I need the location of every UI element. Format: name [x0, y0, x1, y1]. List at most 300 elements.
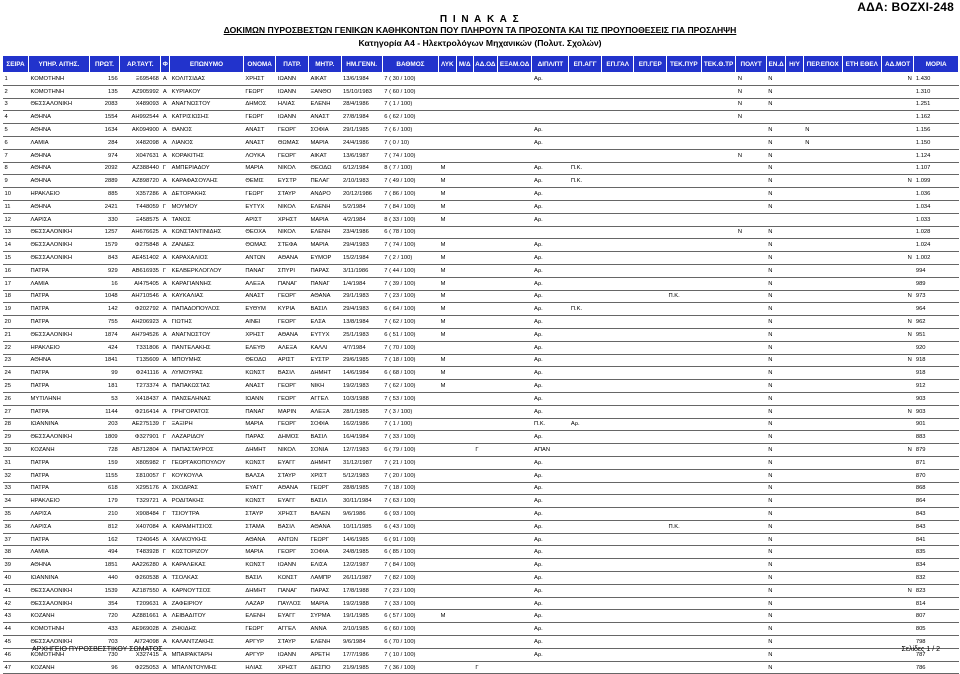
table-cell: ΑΛΕΞΑ [243, 277, 276, 290]
table-cell: Ν [881, 290, 914, 303]
table-row [3, 469, 959, 482]
table-cell: Π.Κ. [569, 303, 602, 316]
table-cell: Ν [766, 290, 786, 303]
table-cell: 24/8/1985 [341, 546, 382, 559]
table-cell [736, 175, 766, 188]
table-cell: 868 [914, 482, 959, 495]
table-cell [601, 188, 634, 201]
table-cell [634, 149, 667, 162]
table-cell [786, 380, 803, 393]
table-cell [497, 597, 532, 610]
table-cell: Α [161, 405, 170, 418]
table-cell: ΛΑΡΙΣΑ [29, 520, 90, 533]
table-cell [786, 290, 803, 303]
table-cell: 43 [3, 610, 29, 623]
table-cell: 2421 [89, 200, 119, 213]
table-cell [569, 316, 602, 329]
table-cell: Α [161, 111, 170, 124]
table-cell: ΘΑΝΟΣ [170, 124, 244, 137]
table-cell [842, 200, 881, 213]
table-cell: ΕΥΤΥΧ [308, 328, 341, 341]
table-cell [701, 316, 736, 329]
table-cell [803, 584, 842, 597]
table-cell: 7 ( 1 / 100) [382, 98, 438, 111]
table-cell [497, 648, 532, 661]
table-cell: 135 [89, 85, 119, 98]
table-cell: ΑΡΕΤΗ [308, 648, 341, 661]
table-cell [881, 239, 914, 252]
table-cell [569, 136, 602, 149]
table-cell [569, 264, 602, 277]
table-cell [634, 508, 667, 521]
table-cell: Αρ. [532, 341, 569, 354]
table-cell [439, 495, 456, 508]
table-cell: ΠΑΤΡΑ [29, 469, 90, 482]
table-cell: 843 [914, 520, 959, 533]
table-cell [786, 149, 803, 162]
table-cell: 974 [89, 149, 119, 162]
table-cell: ΝΙΚΟΛ [276, 444, 309, 457]
table-cell: ΑΗ206923 [120, 316, 161, 329]
table-cell: 37 [3, 533, 29, 546]
table-cell [456, 124, 473, 137]
table-cell: ΑΖ881661 [120, 610, 161, 623]
table-row [3, 341, 959, 354]
table-cell [439, 482, 456, 495]
table-cell [634, 111, 667, 124]
table-cell: Φ241116 [120, 367, 161, 380]
table-cell [601, 482, 634, 495]
table-cell [786, 226, 803, 239]
table-cell [456, 444, 473, 457]
table-cell: ΚΟΡΑΚΙΤΗΣ [170, 149, 244, 162]
table-cell: Τ329721 [120, 495, 161, 508]
table-cell: 4/2/1984 [341, 213, 382, 226]
table-cell [456, 495, 473, 508]
table-cell [842, 85, 881, 98]
table-cell: 883 [914, 431, 959, 444]
table-cell: ΒΑΛΣΑ [243, 469, 276, 482]
table-cell [634, 405, 667, 418]
table-cell [473, 175, 497, 188]
table-cell: 7 ( 18 / 100) [382, 482, 438, 495]
table-cell: ΠΑΝΑΓ [243, 264, 276, 277]
table-cell: Ν [766, 226, 786, 239]
table-cell: 7 ( 21 / 100) [382, 456, 438, 469]
table-cell: 951 [914, 328, 959, 341]
table-cell [803, 533, 842, 546]
table-cell [497, 444, 532, 457]
table-row [3, 98, 959, 111]
table-cell: 7 ( 82 / 100) [382, 572, 438, 585]
table-cell [456, 469, 473, 482]
table-cell [803, 354, 842, 367]
table-cell [601, 431, 634, 444]
table-cell: ΚΟΥΚΟΥΛΑ [170, 469, 244, 482]
table-cell: 330 [89, 213, 119, 226]
table-cell [532, 85, 569, 98]
table-cell: Ν [881, 354, 914, 367]
table-cell [439, 444, 456, 457]
table-cell [634, 520, 667, 533]
table-cell [634, 85, 667, 98]
table-cell: 805 [914, 623, 959, 636]
table-cell: Αρ. [532, 264, 569, 277]
table-cell [473, 252, 497, 265]
table-cell: ΑΘΑΝΑ [243, 533, 276, 546]
table-cell [786, 636, 803, 649]
table-cell [701, 277, 736, 290]
table-cell [473, 303, 497, 316]
table-cell: ΒΑΣΙΛ [308, 495, 341, 508]
table-cell [701, 252, 736, 265]
table-cell: 12 [3, 213, 29, 226]
table-row [3, 200, 959, 213]
table-cell: ΜΟΥΜΟΥ [170, 200, 244, 213]
table-cell [881, 264, 914, 277]
table-cell [497, 85, 532, 98]
table-cell: Γ [473, 661, 497, 674]
table-cell [439, 597, 456, 610]
table-cell [803, 73, 842, 86]
table-cell: 7 ( 36 / 100) [382, 661, 438, 674]
table-cell [666, 252, 701, 265]
table-row [3, 226, 959, 239]
table-cell: Ν [766, 392, 786, 405]
table-cell [456, 239, 473, 252]
table-cell: Τ331806 [120, 341, 161, 354]
table-cell: Φ202792 [120, 303, 161, 316]
table-cell: ΤΣΙΟΥΤΡΑ [170, 508, 244, 521]
table-cell: 27/8/1984 [341, 111, 382, 124]
table-cell: Χ357286 [120, 188, 161, 201]
table-cell [497, 149, 532, 162]
table-cell: Ν [766, 559, 786, 572]
table-cell [634, 136, 667, 149]
column-header: ΑΔ.ΜΟΤ [881, 56, 914, 73]
table-cell [497, 316, 532, 329]
table-cell [439, 111, 456, 124]
table-cell [601, 239, 634, 252]
table-cell: Αρ. [532, 495, 569, 508]
table-cell: ΓΕΩΡΓ [243, 111, 276, 124]
table-cell: ΠΑΠΑΚΩΣΤΑΣ [170, 380, 244, 393]
table-cell: 18 [3, 290, 29, 303]
table-cell [439, 469, 456, 482]
table-cell: ΔΗΜΗΤ [308, 367, 341, 380]
table-cell [803, 456, 842, 469]
table-cell: ΙΩΑΝΝ [276, 111, 309, 124]
table-cell: 29/4/1983 [341, 303, 382, 316]
table-cell: 1.310 [914, 85, 959, 98]
table-cell: Μ [439, 380, 456, 393]
table-cell: Μ [439, 277, 456, 290]
table-cell [497, 533, 532, 546]
table-cell: ΑΝΑΣΤ [243, 380, 276, 393]
table-cell [786, 188, 803, 201]
table-cell [803, 188, 842, 201]
table-cell: 7 ( 74 / 100) [382, 149, 438, 162]
table-cell [803, 252, 842, 265]
table-cell [473, 418, 497, 431]
table-cell [569, 533, 602, 546]
table-cell [473, 162, 497, 175]
table-cell [842, 508, 881, 521]
table-cell [473, 482, 497, 495]
table-cell [439, 136, 456, 149]
table-cell: Α [161, 188, 170, 201]
table-row [3, 405, 959, 418]
table-cell: Ν [766, 380, 786, 393]
table-cell: ΠΑΡΑΣ [308, 264, 341, 277]
table-cell [569, 85, 602, 98]
table-cell: ΒΑΣΙΛ [276, 367, 309, 380]
table-cell [736, 239, 766, 252]
table-cell [634, 469, 667, 482]
table-cell [842, 303, 881, 316]
table-cell: ΜΠΟΥΜΗΣ [170, 354, 244, 367]
table-cell [456, 584, 473, 597]
table-cell [736, 546, 766, 559]
table-cell [666, 85, 701, 98]
table-cell [736, 124, 766, 137]
table-cell [666, 431, 701, 444]
table-cell [881, 162, 914, 175]
table-cell: ΧΡΗΣΤ [276, 213, 309, 226]
table-cell: 12/2/1987 [341, 559, 382, 572]
table-cell: Α [161, 354, 170, 367]
table-cell: Αρ. [532, 316, 569, 329]
table-cell [666, 572, 701, 585]
table-cell [842, 392, 881, 405]
table-cell: Αρ. [532, 533, 569, 546]
table-cell: ΛΟΥΚΑ [243, 149, 276, 162]
table-row [3, 290, 959, 303]
table-cell [473, 73, 497, 86]
table-cell: Π.Κ. [666, 520, 701, 533]
table-row [3, 124, 959, 137]
table-cell: ΣΟΦΙΑ [308, 546, 341, 559]
table-cell: ΜΑΡΙΑ [308, 213, 341, 226]
table-cell [666, 354, 701, 367]
table-cell: ΑΠΑΝ [532, 444, 569, 457]
table-cell [701, 456, 736, 469]
table-cell [456, 533, 473, 546]
table-cell [736, 661, 766, 674]
table-cell: Αρ. [532, 175, 569, 188]
table-cell [601, 495, 634, 508]
table-cell [786, 162, 803, 175]
table-cell [803, 392, 842, 405]
table-cell: ΔΗΜΟΣ [276, 431, 309, 444]
table-cell [701, 431, 736, 444]
table-cell [569, 328, 602, 341]
table-cell: ΕΥΑΓΓ [276, 456, 309, 469]
table-cell: Α [161, 316, 170, 329]
table-cell [497, 392, 532, 405]
table-cell: ΕΛΕΥΘ [243, 341, 276, 354]
table-cell: 24 [3, 367, 29, 380]
table-cell [497, 175, 532, 188]
table-cell [786, 469, 803, 482]
table-cell [569, 495, 602, 508]
table-cell [786, 85, 803, 98]
table-cell [473, 572, 497, 585]
table-cell: ΓΙΩΤΗΣ [170, 316, 244, 329]
column-header: ΗΜ.ΓΕΝΝ. [341, 56, 382, 73]
table-cell [881, 520, 914, 533]
table-cell: 35 [3, 508, 29, 521]
table-cell [786, 456, 803, 469]
table-cell: 11 [3, 200, 29, 213]
table-cell: ΑΛΕΞΑ [308, 405, 341, 418]
table-cell [803, 213, 842, 226]
table-cell: ΠΑΤΡΑ [29, 264, 90, 277]
table-cell: ΙΩΑΝΝ [243, 392, 276, 405]
table-cell [803, 328, 842, 341]
table-cell: 812 [89, 520, 119, 533]
table-cell [634, 380, 667, 393]
table-cell [842, 264, 881, 277]
table-cell [736, 392, 766, 405]
table-cell [842, 584, 881, 597]
table-cell [736, 636, 766, 649]
table-cell [634, 597, 667, 610]
table-cell [473, 495, 497, 508]
table-cell: 494 [89, 546, 119, 559]
table-cell: 843 [914, 508, 959, 521]
table-cell: 26/11/1987 [341, 572, 382, 585]
table-cell [634, 73, 667, 86]
table-row [3, 444, 959, 457]
table-cell [601, 533, 634, 546]
table-cell: Τ135609 [120, 354, 161, 367]
table-cell [634, 277, 667, 290]
table-cell: 7 ( 33 / 100) [382, 597, 438, 610]
table-cell: ΠΑΤΡΑ [29, 290, 90, 303]
table-cell: ΧΡΗΣΤ [276, 661, 309, 674]
table-row [3, 213, 959, 226]
table-cell: Ν [766, 648, 786, 661]
table-cell: ΠΑΠΑΣΤΑΥΡΟΣ [170, 444, 244, 457]
table-cell: 834 [914, 559, 959, 572]
table-cell: Μ [439, 367, 456, 380]
table-cell: 7 ( 1 / 100) [382, 418, 438, 431]
table-cell: Ν [766, 597, 786, 610]
table-header-row [3, 56, 959, 73]
table-cell [842, 559, 881, 572]
table-cell [497, 124, 532, 137]
table-cell: 7 ( 84 / 100) [382, 200, 438, 213]
table-cell [803, 162, 842, 175]
table-cell: Ν [736, 73, 766, 86]
table-cell: ΞΑΝΘΟ [308, 85, 341, 98]
table-cell [842, 111, 881, 124]
table-cell: 41 [3, 584, 29, 597]
table-cell: Α [161, 303, 170, 316]
table-cell: ΑΓΓΕΛ [308, 392, 341, 405]
table-cell: ΓΕΩΡΓ [276, 392, 309, 405]
table-cell: ΑΘΗΝΑ [29, 175, 90, 188]
table-cell: 16/4/1984 [341, 431, 382, 444]
table-cell [803, 367, 842, 380]
table-cell: 5 [3, 124, 29, 137]
table-cell: Α [161, 636, 170, 649]
table-cell [786, 405, 803, 418]
table-cell: 45 [3, 636, 29, 649]
table-cell [473, 520, 497, 533]
table-cell [634, 124, 667, 137]
table-cell: ΣΤΑΜΑ [243, 520, 276, 533]
table-cell: Ν [766, 252, 786, 265]
table-cell [736, 533, 766, 546]
table-cell [634, 367, 667, 380]
table-row [3, 149, 959, 162]
table-cell [842, 469, 881, 482]
table-cell [439, 124, 456, 137]
table-cell: Χ327415 [120, 648, 161, 661]
table-cell: Ν [766, 162, 786, 175]
table-cell [842, 380, 881, 393]
table-cell: Α [161, 239, 170, 252]
table-cell [439, 520, 456, 533]
table-cell [532, 661, 569, 674]
table-cell: 3/11/1986 [341, 264, 382, 277]
table-cell: 973 [914, 290, 959, 303]
table-cell: ΓΕΩΡΓ [243, 188, 276, 201]
table-cell [786, 431, 803, 444]
table-cell [497, 520, 532, 533]
table-cell: Ν [766, 418, 786, 431]
table-cell: Α [161, 136, 170, 149]
table-cell [497, 367, 532, 380]
table-cell: ΚΩΝΣΤ [276, 572, 309, 585]
table-cell [666, 162, 701, 175]
table-cell: ΕΥΑΓΓ [276, 495, 309, 508]
table-cell [473, 213, 497, 226]
table-cell: 1579 [89, 239, 119, 252]
table-cell: 6 ( 93 / 100) [382, 508, 438, 521]
table-cell: ΜΑΡΙΑ [308, 239, 341, 252]
table-cell: Ν [766, 264, 786, 277]
table-cell: Ν [881, 328, 914, 341]
table-cell [786, 572, 803, 585]
table-cell: 7 ( 2 / 100) [382, 252, 438, 265]
table-cell [701, 85, 736, 98]
table-cell [842, 239, 881, 252]
table-cell [701, 111, 736, 124]
table-cell [736, 648, 766, 661]
table-cell [473, 98, 497, 111]
column-header: ΛΥΚ [439, 56, 456, 73]
table-cell [569, 444, 602, 457]
table-cell: 9/6/1986 [341, 508, 382, 521]
table-cell [803, 380, 842, 393]
table-cell [842, 405, 881, 418]
table-cell: Αρ. [532, 290, 569, 303]
table-cell [803, 200, 842, 213]
table-cell: Ν [803, 136, 842, 149]
table-cell: ΑΙΚΑΤ [308, 149, 341, 162]
table-cell [439, 648, 456, 661]
table-cell [456, 572, 473, 585]
table-cell: ΙΩΑΝΝ [276, 85, 309, 98]
table-cell [736, 188, 766, 201]
table-cell: 26 [3, 392, 29, 405]
table-cell: ΑΙΚΑΤ [308, 73, 341, 86]
table-cell: ΘΕΣΣΑΛΟΝΙΚΗ [29, 328, 90, 341]
table-cell [736, 200, 766, 213]
